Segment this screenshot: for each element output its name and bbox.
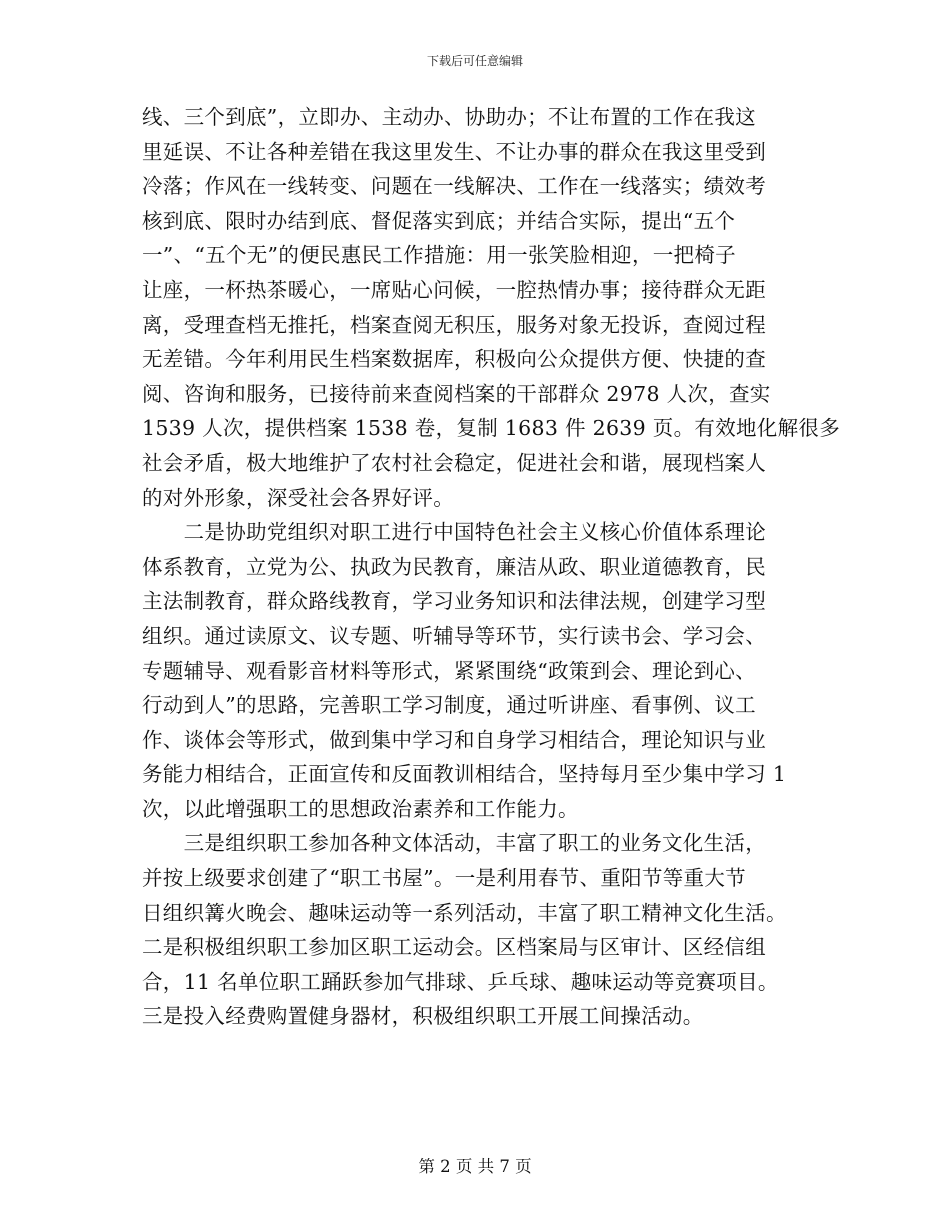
text-line: 阅、咨询和服务，已接待前来查阅档案的干部群众 2978 人次，查实: [142, 381, 771, 406]
text-line: 线、三个到底”，立即办、主动办、协助办；不让布置的工作在我这: [142, 105, 756, 129]
text-line: 作、谈体会等形式，做到集中学习和自身学习相结合，理论知识与业: [142, 727, 766, 752]
text-line: 二是积极组织职工参加区职工运动会。区档案局与区审计、区经信组: [142, 935, 766, 960]
text-line: 冷落；作风在一线转变、问题在一线解决、工作在一线落实；绩效考: [142, 174, 766, 199]
text-line: 日组织篝火晚会、趣味运动等一系列活动，丰富了职工精神文化生活。: [142, 900, 787, 925]
paragraph-start-line: 二是协助党组织对职工进行中国特色社会主义核心价值体系理论: [142, 520, 766, 545]
page-header: 下载后可任意编辑: [426, 54, 523, 68]
text-line: 主法制教育，群众路线教育，学习业务知识和法律法规，创建学习型: [142, 589, 766, 614]
text-line: 行动到人”的思路，完善职工学习制度，通过听讲座、看事例、议工: [142, 693, 756, 718]
text-line: 组织。通过读原文、议专题、听辅导等环节，实行读书会、学习会、: [142, 623, 766, 648]
text-line: 让座，一杯热茶暖心，一席贴心问候，一腔热情办事；接待群众无距: [142, 277, 766, 302]
text-line: 并按上级要求创建了“职工书屋”。一是利用春节、重阳节等重大节: [142, 866, 746, 891]
text-line: 次，以此增强职工的思想政治素养和工作能力。: [142, 796, 579, 821]
text-line: 核到底、限时办结到底、督促落实到底；并结合实际，提出“五个: [142, 208, 736, 233]
text-line: 一”、“五个无”的便民惠民工作措施：用一张笑脸相迎，一把椅子: [142, 243, 736, 268]
text-line: 的对外形象，深受社会各界好评。: [142, 485, 454, 510]
text-line: 专题辅导、观看影音材料等形式，紧紧围绕“政策到会、理论到心、: [142, 658, 756, 683]
text-line: 里延误、不让各种差错在我这里发生、不让办事的群众在我这里受到: [142, 139, 766, 164]
document-body: [142, 100, 840, 1034]
text-line: 体系教育，立党为公、执政为民教育，廉洁从政、职业道德教育，民: [142, 554, 766, 579]
paragraph-start-line: 三是组织职工参加各种文体活动，丰富了职工的业务文化生活，: [142, 831, 766, 856]
text-line: 1539 人次，提供档案 1538 卷，复制 1683 件 2639 页。有效地化解很多: [142, 416, 840, 441]
text-line: 离，受理查档无推托，档案查阅无积压，服务对象无投诉，查阅过程: [142, 312, 766, 337]
page-footer: 第 2 页 共 7 页: [418, 1157, 532, 1176]
text-line: 社会矛盾，极大地维护了农村社会稳定，促进社会和谐，展现档案人: [142, 450, 766, 475]
text-line: 合，11 名单位职工踊跃参加气排球、乒乓球、趣味运动等竞赛项目。: [142, 969, 779, 994]
text-line: 三是投入经费购置健身器材，积极组织职工开展工间操活动。: [142, 1004, 704, 1029]
text-line: 无差错。今年利用民生档案数据库，积极向公众提供方便、快捷的查: [142, 347, 766, 372]
text-line: 务能力相结合，正面宣传和反面教训相结合，坚持每月至少集中学习 1: [142, 762, 787, 787]
